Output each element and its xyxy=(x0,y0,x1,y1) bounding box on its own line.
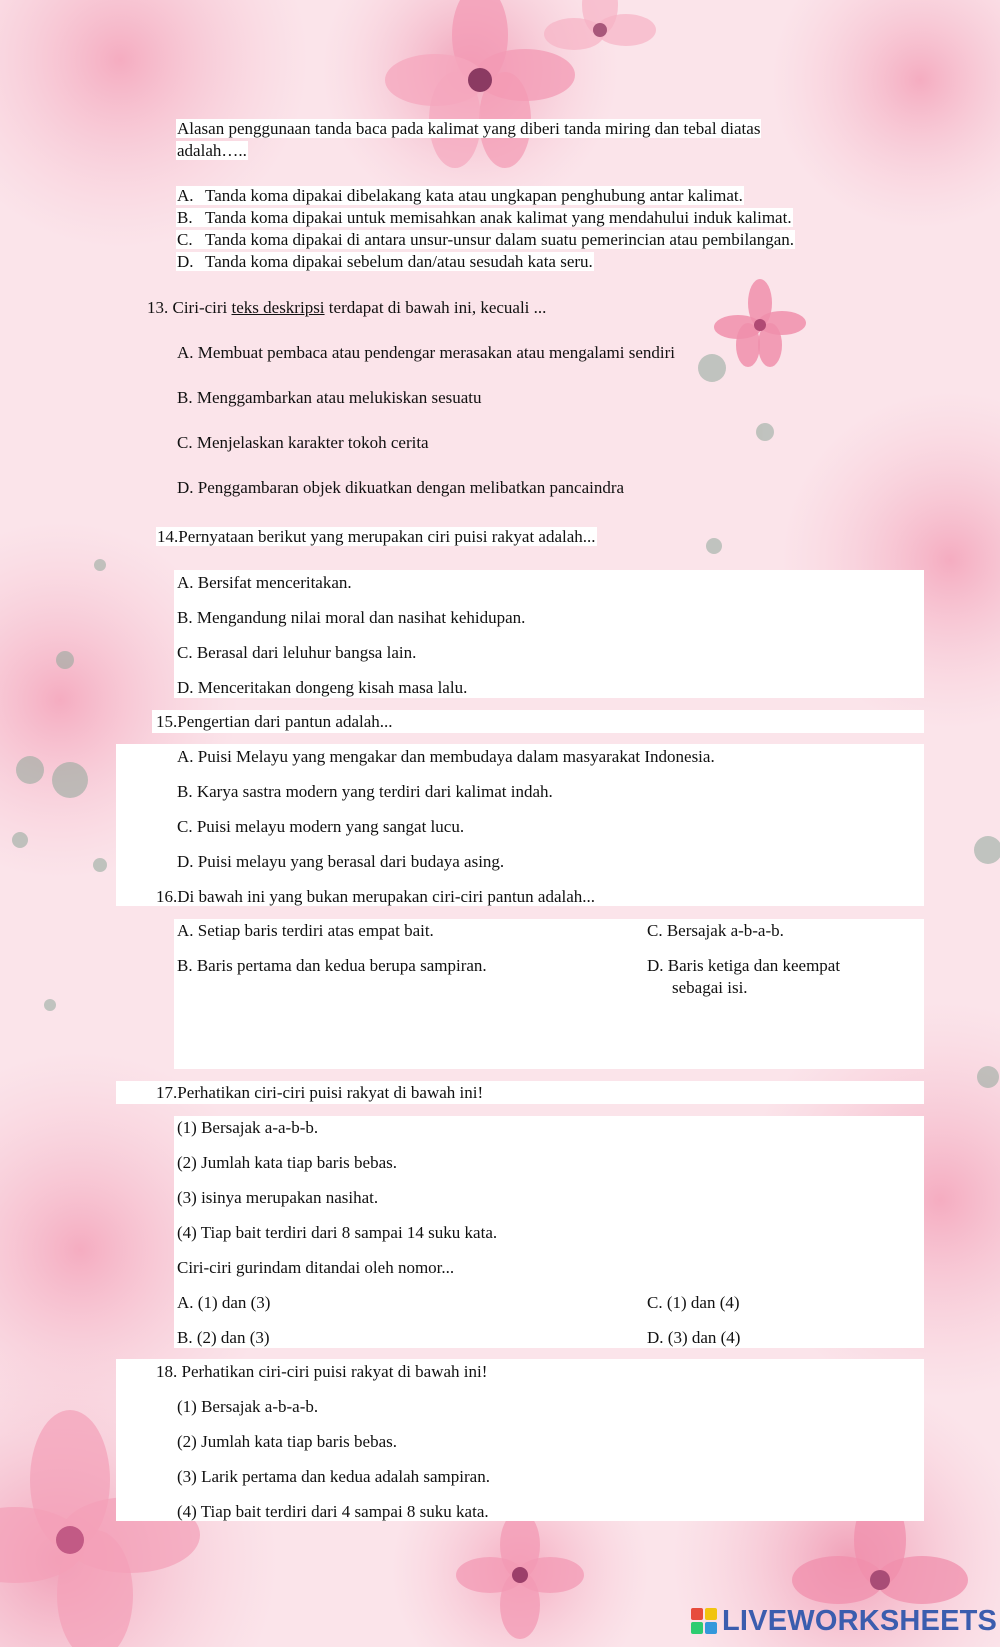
q14-option-b[interactable]: B. Mengandung nilai moral dan nasihat kehidupan. xyxy=(177,608,526,627)
q17-stem: 17.Perhatikan ciri-ciri puisi rakyat di bawah ini! xyxy=(156,1083,484,1102)
q17-option-b[interactable]: B. (2) dan (3) xyxy=(177,1328,270,1347)
liveworksheets-brand[interactable] xyxy=(690,1604,997,1638)
q12-stem-line1: Alasan penggunaan tanda baca pada kalimat yang diberi tanda miring dan tebal diatas xyxy=(177,119,761,138)
q14-option-d[interactable]: D. Menceritakan dongeng kisah masa lalu. xyxy=(177,678,468,697)
q18-item-4: (4) Tiap bait terdiri dari 4 sampai 8 suku kata. xyxy=(177,1502,489,1521)
q16-option-d[interactable]: D. Baris ketiga dan keempat xyxy=(647,956,841,975)
q14-option-c[interactable]: C. Berasal dari leluhur bangsa lain. xyxy=(177,643,417,662)
q12-option-b[interactable]: B. Tanda koma dipakai untuk memisahkan anak kalimat yang mendahului induk kalimat. xyxy=(177,208,792,227)
q16-stem: 16.Di bawah ini yang bukan merupakan ciri-ciri pantun adalah... xyxy=(156,887,596,906)
q17-option-a[interactable]: A. (1) dan (3) xyxy=(177,1293,271,1312)
q14-stem: 14.Pernyataan berikut yang merupakan ciri puisi rakyat adalah... xyxy=(157,527,596,546)
q16-option-d-continuation: sebagai isi. xyxy=(672,978,748,997)
q16-option-a[interactable]: A. Setiap baris terdiri atas empat bait. xyxy=(177,921,434,940)
q15-option-b[interactable]: B. Karya sastra modern yang terdiri dari kalimat indah. xyxy=(177,782,553,801)
q12-option-a[interactable]: A. Tanda koma dipakai dibelakang kata atau ungkapan penghubung antar kalimat. xyxy=(177,186,743,205)
q17-option-d[interactable]: D. (3) dan (4) xyxy=(647,1328,741,1347)
q17-item-4: (4) Tiap bait terdiri dari 8 sampai 14 suku kata. xyxy=(177,1223,498,1242)
q13-option-b[interactable]: B. Menggambarkan atau melukiskan sesuatu xyxy=(177,388,482,407)
q15-option-a[interactable]: A. Puisi Melayu yang mengakar dan membudaya dalam masyarakat Indonesia. xyxy=(177,747,715,766)
liveworksheets-logo-icon xyxy=(690,1607,718,1635)
q18-item-2: (2) Jumlah kata tiap baris bebas. xyxy=(177,1432,397,1451)
q16-option-b[interactable]: B. Baris pertama dan kedua berupa sampiran. xyxy=(177,956,487,975)
q13-stem: 13. Ciri-ciri teks deskripsi terdapat di bawah ini, kecuali ... xyxy=(147,298,547,317)
q14-option-a[interactable]: A. Bersifat menceritakan. xyxy=(177,573,352,592)
q15-stem: 15.Pengertian dari pantun adalah... xyxy=(156,712,393,731)
q17-item-1: (1) Bersajak a-a-b-b. xyxy=(177,1118,319,1137)
q15-option-d[interactable]: D. Puisi melayu yang berasal dari budaya asing. xyxy=(177,852,505,871)
brand-name: LIVEWORKSHEETS xyxy=(722,1604,998,1637)
q12-stem-line2: adalah….. xyxy=(177,141,247,160)
q17-option-c[interactable]: C. (1) dan (4) xyxy=(647,1293,740,1312)
q18-item-1: (1) Bersajak a-b-a-b. xyxy=(177,1397,319,1416)
q17-item-3: (3) isinya merupakan nasihat. xyxy=(177,1188,379,1207)
q12-option-d[interactable]: D. Tanda koma dipakai sebelum dan/atau sesudah kata seru. xyxy=(177,252,593,271)
q12-option-c[interactable]: C. Tanda koma dipakai di antara unsur-unsur dalam suatu pemerincian atau pembilangan. xyxy=(177,230,795,249)
q13-option-c[interactable]: C. Menjelaskan karakter tokoh cerita xyxy=(177,433,429,452)
q15-option-c[interactable]: C. Puisi melayu modern yang sangat lucu. xyxy=(177,817,465,836)
q17-item-2: (2) Jumlah kata tiap baris bebas. xyxy=(177,1153,397,1172)
q16-option-c[interactable]: C. Bersajak a-b-a-b. xyxy=(647,921,784,940)
q13-option-d[interactable]: D. Penggambaran objek dikuatkan dengan melibatkan pancaindra xyxy=(177,478,625,497)
q18-item-3: (3) Larik pertama dan kedua adalah sampiran. xyxy=(177,1467,490,1486)
q18-stem: 18. Perhatikan ciri-ciri puisi rakyat di bawah ini! xyxy=(156,1362,488,1381)
q17-question: Ciri-ciri gurindam ditandai oleh nomor... xyxy=(177,1258,455,1277)
q13-option-a[interactable]: A. Membuat pembaca atau pendengar merasakan atau mengalami sendiri xyxy=(177,343,675,362)
